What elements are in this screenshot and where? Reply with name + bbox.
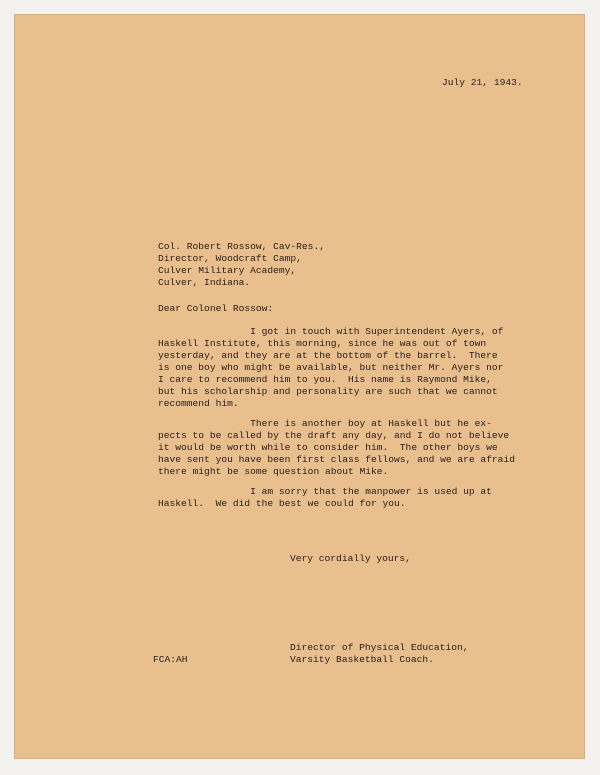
address-line: Col. Robert Rossow, Cav-Res., xyxy=(158,241,325,252)
paragraph-line: Haskell Institute, this morning, since he was out of town xyxy=(158,338,487,349)
reference-initials: FCA:AH xyxy=(153,654,188,665)
paragraph-line: have sent you have been first class fellows, and we are afraid xyxy=(158,454,515,465)
paragraph-line: pects to be called by the draft any day, and I do not believe xyxy=(158,430,510,441)
paragraph-line: I care to recommend him to you. His name is Raymond Mike, xyxy=(158,374,492,385)
closing: Very cordially yours, xyxy=(290,553,411,564)
paragraph-line: but his scholarship and personality are such that we cannot xyxy=(158,386,498,397)
letter-date: July 21, 1943. xyxy=(442,77,523,88)
address-line: Culver, Indiana. xyxy=(158,277,251,288)
paragraph-line: yesterday, and they are at the bottom of the barrel. There xyxy=(158,350,498,361)
paragraph-line: There is another boy at Haskell but he ex- xyxy=(158,418,492,429)
paragraph-line: there might be some question about Mike. xyxy=(158,466,389,477)
paragraph-line: it would be worth while to consider him. The other boys we xyxy=(158,442,498,453)
signature-title-line: Varsity Basketball Coach. xyxy=(290,654,434,665)
paragraph-line: recommend him. xyxy=(158,398,239,409)
paragraph-line: I am sorry that the manpower is used up at xyxy=(158,486,492,497)
paragraph-line: is one boy who might be available, but neither Mr. Ayers nor xyxy=(158,362,504,373)
address-line: Culver Military Academy, xyxy=(158,265,297,276)
salutation: Dear Colonel Rossow: xyxy=(158,303,274,314)
signature-title-line: Director of Physical Education, xyxy=(290,642,469,653)
address-line: Director, Woodcraft Camp, xyxy=(158,253,302,264)
paragraph-line: Haskell. We did the best we could for you. xyxy=(158,498,406,509)
paragraph-line: I got in touch with Superintendent Ayers, of xyxy=(158,326,504,337)
